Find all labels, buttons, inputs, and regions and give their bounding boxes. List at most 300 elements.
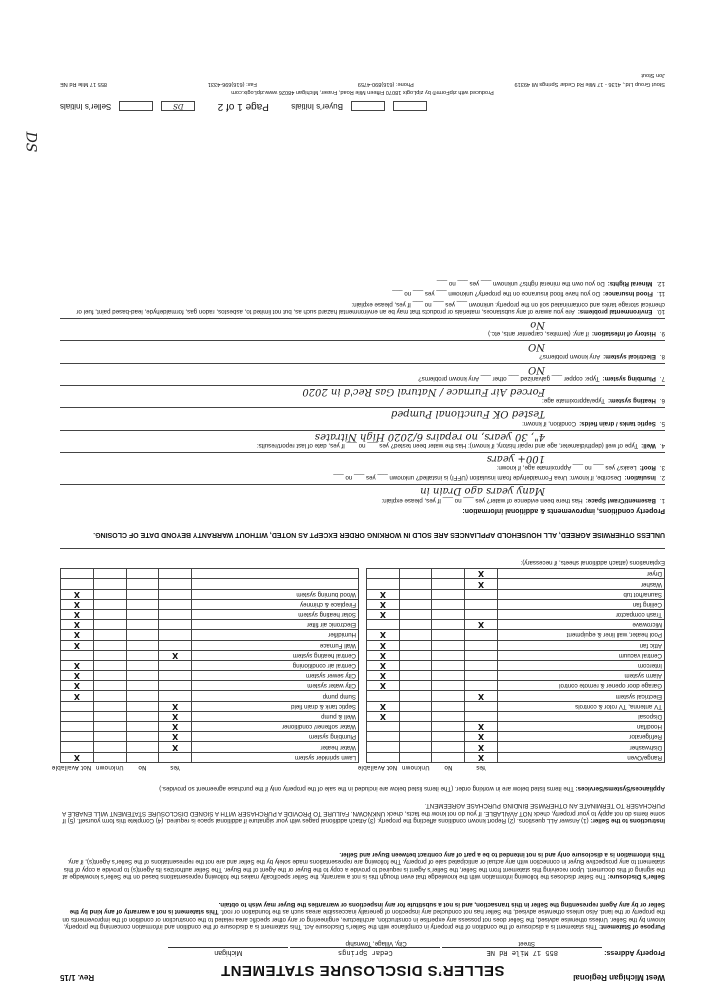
checkbox-no[interactable] — [126, 650, 159, 660]
checkbox-not-available[interactable] — [61, 722, 94, 732]
checkbox-no[interactable] — [432, 742, 465, 752]
table-row — [61, 732, 665, 742]
checkbox-no[interactable] — [126, 569, 159, 579]
condition-text: Do you own the mineral rights? unknown ___ yes ___ no ___ — [436, 280, 605, 288]
col-yes: Yes — [476, 763, 486, 771]
appliances-heading: Appliances/Systems/Services: — [575, 785, 665, 792]
instructions-text: (1) Answer ALL questions. (2) Report known conditions affecting the property. (3) Attach additional pages with your signature if additional space is required. (4) Complete this form yourself. (5) If some items do not apply to your property, check NOT AVAILABLE. If you do not know the facts, check UNKNOWN. FAILURE TO PROVIDE A PURCHASER WITH A SIGNED DISCLOSURE STATEMENT WILL ENABLE A PURCHASER TO TERMINATE AN OTHERWISE BINDING PURCHASE AGREEMENT. — [62, 802, 665, 824]
checkbox-no[interactable] — [432, 711, 465, 721]
checkbox-unknown[interactable] — [399, 681, 432, 691]
row-separator — [359, 752, 367, 762]
checkbox-unknown[interactable] — [93, 711, 126, 721]
checkbox-yes[interactable]: X — [159, 722, 192, 732]
checkbox-yes[interactable]: X — [465, 752, 498, 762]
checkbox-not-available[interactable]: X — [367, 701, 400, 711]
appliance-label: Ceiling fan — [497, 599, 664, 609]
appliance-label: Electrical system — [497, 691, 664, 701]
appliance-label: Central vacuum — [497, 650, 664, 660]
agent-name: Jon Stout — [641, 72, 665, 79]
checkbox-no[interactable] — [126, 711, 159, 721]
conditions-heading: Property conditions, improvements & additional information: — [462, 507, 665, 514]
checkbox-not-available[interactable]: X — [367, 589, 400, 599]
checkbox-no[interactable] — [432, 752, 465, 762]
appliance-label — [191, 569, 358, 579]
checkbox-unknown[interactable] — [93, 681, 126, 691]
checkbox-yes[interactable] — [465, 681, 498, 691]
table-row — [61, 701, 665, 711]
appliance-label: Central heating system — [191, 650, 358, 660]
address-label: Property Address: — [604, 949, 665, 956]
checkbox-not-available[interactable] — [61, 711, 94, 721]
checkbox-unknown[interactable] — [399, 599, 432, 609]
appliance-label: City water system — [191, 681, 358, 691]
checkbox-no[interactable] — [432, 640, 465, 650]
appliance-label: Range/Oven — [497, 752, 664, 762]
checkbox-not-available[interactable]: X — [61, 640, 94, 650]
table-row — [61, 630, 665, 640]
condition-item — [60, 385, 665, 404]
checkbox-no[interactable] — [126, 630, 159, 640]
checkbox-yes[interactable]: X — [159, 711, 192, 721]
checkbox-not-available[interactable] — [367, 732, 400, 742]
condition-title: Mineral Rights: — [607, 280, 653, 288]
checkbox-unknown[interactable] — [399, 569, 432, 579]
appliance-label: Humidifier — [191, 630, 358, 640]
checkbox-unknown[interactable] — [93, 671, 126, 681]
checkbox-unknown[interactable] — [93, 640, 126, 650]
checkbox-no[interactable] — [432, 630, 465, 640]
condition-text: Type/approximate age: — [542, 397, 606, 405]
checkbox-yes[interactable] — [465, 610, 498, 620]
checkbox-yes[interactable] — [159, 620, 192, 630]
condition-title: Heating system: — [608, 397, 656, 405]
checkbox-yes[interactable]: X — [465, 579, 498, 589]
condition-item — [60, 363, 665, 382]
checkbox-not-available[interactable]: X — [61, 752, 94, 762]
row-separator — [359, 742, 367, 752]
table-row — [61, 650, 665, 660]
condition-title: Electrical system: — [603, 352, 656, 360]
table-row — [61, 569, 665, 579]
handwritten-answer[interactable]: NO — [60, 340, 665, 352]
checkbox-unknown[interactable] — [93, 691, 126, 701]
checkbox-unknown[interactable] — [399, 640, 432, 650]
condition-title: Environmental problems: — [577, 308, 653, 316]
checkbox-no[interactable] — [432, 579, 465, 589]
col-yes-right: Yes — [170, 763, 180, 771]
col-no: No — [444, 763, 453, 771]
buyer-initials-box-1[interactable] — [393, 102, 427, 112]
seller-disclosure-bold: This information is a disclosure only and is not intended to be a part of any contract between Buyer and Seller. — [339, 851, 665, 859]
checkbox-not-available[interactable] — [61, 701, 94, 711]
checkbox-no[interactable] — [126, 640, 159, 650]
checkbox-yes[interactable] — [159, 640, 192, 650]
checkbox-unknown[interactable] — [93, 620, 126, 630]
checkbox-not-available[interactable]: X — [61, 660, 94, 670]
appliance-label: Intercom — [497, 660, 664, 670]
checkbox-no[interactable] — [126, 722, 159, 732]
condition-text: Describe, if known: Urea Formaldehyde foam insulation (UFFI) is installed? unknown ___ yes ___ no ___ — [333, 474, 622, 482]
checkbox-no[interactable] — [126, 732, 159, 742]
row-separator — [359, 640, 367, 650]
checkbox-no[interactable] — [432, 610, 465, 620]
appliance-label: Well & pump — [191, 711, 358, 721]
margin-signature: DS — [22, 131, 39, 153]
appliance-label: Dryer — [497, 569, 664, 579]
checkbox-no[interactable] — [126, 681, 159, 691]
appliance-label: Microwave — [497, 620, 664, 630]
condition-item — [60, 290, 665, 297]
table-row — [61, 599, 665, 609]
checkbox-not-available[interactable] — [61, 742, 94, 752]
appliance-label: Fireplace & chimney — [191, 599, 358, 609]
address-state[interactable]: Michigan — [168, 947, 288, 956]
checkbox-unknown[interactable] — [93, 732, 126, 742]
checkbox-yes[interactable] — [159, 569, 192, 579]
checkbox-not-available[interactable]: X — [367, 640, 400, 650]
checkbox-no[interactable] — [126, 579, 159, 589]
appliance-label: Dishwasher — [497, 742, 664, 752]
condition-text: Leaks? yes ___ no ___ Approximate age, if known: — [496, 464, 637, 472]
condition-text: Type: copper ___ galvanized ___ other ___ Any known problems? — [418, 374, 600, 382]
checkbox-not-available[interactable]: X — [367, 660, 400, 670]
checkbox-no[interactable] — [126, 671, 159, 681]
condition-item — [60, 407, 665, 426]
checkbox-no[interactable] — [432, 599, 465, 609]
checkbox-no[interactable] — [126, 701, 159, 711]
appliance-label: Refrigerator — [497, 732, 664, 742]
appliance-label: Solar heating system — [191, 610, 358, 620]
appliances-table — [51, 568, 665, 772]
condition-item — [60, 280, 665, 287]
checkbox-not-available[interactable] — [367, 752, 400, 762]
checkbox-no[interactable] — [126, 691, 159, 701]
condition-text: if any: (termites, carpenter ants, etc.) — [488, 330, 589, 338]
checkbox-unknown[interactable] — [399, 630, 432, 640]
checkbox-yes[interactable] — [159, 752, 192, 762]
checkbox-not-available[interactable]: X — [61, 610, 94, 620]
table-row — [61, 742, 665, 752]
checkbox-yes[interactable] — [465, 671, 498, 681]
checkbox-yes[interactable] — [159, 630, 192, 640]
checkbox-yes[interactable] — [465, 701, 498, 711]
checkbox-not-available[interactable] — [367, 691, 400, 701]
condition-number: 1. — [659, 496, 665, 504]
handwritten-answer[interactable]: NO — [60, 363, 665, 375]
table-row — [61, 681, 665, 691]
col-unknown-right: Unknown — [95, 763, 124, 771]
checkbox-no[interactable] — [432, 569, 465, 579]
broker-line — [60, 80, 665, 86]
condition-title: Basement/Crawl Space: — [585, 496, 656, 504]
checkbox-unknown[interactable] — [93, 722, 126, 732]
checkbox-yes[interactable]: X — [465, 732, 498, 742]
checkbox-unknown[interactable] — [93, 752, 126, 762]
checkbox-yes[interactable]: X — [465, 742, 498, 752]
table-row — [61, 752, 665, 762]
condition-number: 3. — [659, 464, 665, 472]
appliance-label: Sump pump — [191, 691, 358, 701]
condition-item — [60, 430, 665, 449]
handwritten-answer[interactable]: No — [60, 318, 665, 330]
checkbox-yes[interactable]: X — [159, 732, 192, 742]
table-row — [61, 640, 665, 650]
appliance-label: Plumbing system — [191, 732, 358, 742]
row-separator — [359, 701, 367, 711]
condition-title: History of infestation: — [591, 330, 656, 338]
checkbox-yes[interactable] — [159, 610, 192, 620]
checkbox-unknown[interactable] — [93, 650, 126, 660]
checkbox-unknown[interactable] — [93, 660, 126, 670]
checkbox-no[interactable] — [432, 660, 465, 670]
row-separator — [359, 732, 367, 742]
checkbox-not-available[interactable]: X — [367, 671, 400, 681]
explanations-label: Explanations (attach additional sheets, if necessary): — [520, 559, 665, 566]
table-row — [61, 579, 665, 589]
condition-title: Well: — [641, 441, 656, 449]
checkbox-no[interactable] — [126, 610, 159, 620]
city-caption: City, Village, Township — [345, 939, 407, 947]
buyer-initials-box-2[interactable] — [351, 102, 385, 112]
condition-number: 6. — [659, 397, 665, 405]
page-number: Page 1 of 2 — [217, 101, 269, 112]
condition-number: 11. — [656, 290, 665, 298]
checkbox-no[interactable] — [432, 671, 465, 681]
checkbox-unknown[interactable] — [93, 610, 126, 620]
address-street[interactable]: 855 17 Mile Rd NE — [442, 947, 602, 956]
appliances-section — [60, 785, 665, 792]
checkbox-no[interactable] — [126, 660, 159, 670]
appliance-label: Trash compactor — [497, 610, 664, 620]
condition-text: Type of well (depth/diameter, age and repair history, if known): Has the water been tested? yes ___ no ___ If yes, date of last report/results: — [256, 441, 639, 449]
condition-text: Are you aware of any substances, materials or products that may be an environmental hazard such as, but not limited to, asbestos, radon gas, formaldehyde, lead-based paint, fuel or chemical storage tanks and contaminated soil on the property. unknown ___ yes ___ no ___ If yes, please explain: — [76, 300, 665, 316]
checkbox-unknown[interactable] — [399, 732, 432, 742]
checkbox-unknown[interactable] — [399, 620, 432, 630]
condition-text: Any known problems? — [539, 352, 601, 360]
checkbox-not-available[interactable] — [61, 579, 94, 589]
checkbox-not-available[interactable] — [367, 722, 400, 732]
checkbox-no[interactable] — [126, 620, 159, 630]
seller-initials-box-1[interactable]: DS — [161, 102, 195, 112]
table-row — [61, 722, 665, 732]
checkbox-not-available[interactable]: X — [61, 681, 94, 691]
checkbox-not-available[interactable] — [61, 732, 94, 742]
handwritten-answer[interactable]: 4", 30 years, no repairs 6/2020 High Nitrates — [60, 430, 665, 442]
seller-disclosure-text: The Seller discloses the following information with the knowledge that even though this is not a warranty, the Seller specifically makes the following representations based on the Seller’s knowledge at the signing of this document. Upon receiving this statement from the Seller, the Seller’s Agent is required to provide a copy to the Buyer or the Agent of the Buyer. The Seller authorizes its Agent(s) to provide a copy of this statement to any prospective Buyer in connection with any actual or anticipated sale of property. The following are representations made solely by the Seller and are not the representations of the Seller’s Agent(s), if any. — [62, 858, 665, 880]
instructions-heading: Instructions to the Seller: — [590, 817, 665, 824]
checkbox-unknown[interactable] — [399, 650, 432, 660]
checkbox-not-available[interactable] — [61, 569, 94, 579]
checkbox-yes[interactable] — [159, 589, 192, 599]
row-separator — [359, 691, 367, 701]
checkbox-yes[interactable]: X — [465, 569, 498, 579]
checkbox-yes[interactable] — [465, 711, 498, 721]
checkbox-unknown[interactable] — [399, 660, 432, 670]
checkbox-unknown[interactable] — [399, 752, 432, 762]
handwritten-answer[interactable]: 100+ years — [60, 452, 665, 464]
table-row — [61, 610, 665, 620]
seller-disclosure-heading: Seller’s Disclosure: — [607, 873, 665, 880]
checkbox-no[interactable] — [126, 589, 159, 599]
purpose-text: This statement is a disclosure of the condition of the property in compliance with the Seller’s Disclosure Act. This statement is a disclosure of the condition and information concerning the property, known by the Seller. Unless otherwise advised, the Seller does not possess any expertise in construction, architecture, engineering or any other specific area related to the construction or condition of the improvements on the property or the land. Also unless otherwise advised, the Seller has not conducted any inspection of generally inaccessible areas such as the foundation or roof. — [62, 908, 665, 930]
checkbox-unknown[interactable] — [93, 742, 126, 752]
checkbox-unknown[interactable] — [399, 701, 432, 711]
checkbox-not-available[interactable] — [61, 650, 94, 660]
checkbox-not-available[interactable] — [367, 579, 400, 589]
checkbox-yes[interactable] — [159, 579, 192, 589]
instructions-section — [60, 802, 665, 824]
checkbox-no[interactable] — [432, 732, 465, 742]
handwritten-answer[interactable]: Many years ago Drain in — [60, 484, 665, 496]
condition-number: 9. — [659, 330, 665, 338]
checkbox-no[interactable] — [432, 722, 465, 732]
handwritten-answer[interactable]: Tested OK Functional Pumped — [60, 407, 665, 419]
table-row — [61, 691, 665, 701]
checkbox-yes[interactable] — [465, 660, 498, 670]
appliance-label: Disposal — [497, 711, 664, 721]
condition-title: Flood Insurance: — [602, 290, 653, 298]
condition-number: 5. — [659, 419, 665, 427]
checkbox-not-available[interactable]: X — [61, 671, 94, 681]
produced-line: Produced with zipForm® by zipLogix 18070 Fifteen Mile Road, Fraser, Michigan 48026 www.zipLogix.com — [231, 89, 494, 95]
checkbox-unknown[interactable] — [399, 711, 432, 721]
checkbox-not-available[interactable]: X — [61, 691, 94, 701]
checkbox-unknown[interactable] — [399, 691, 432, 701]
checkbox-yes[interactable] — [159, 681, 192, 691]
seller-initials-box-2[interactable] — [119, 102, 153, 112]
seller-initials-label: Seller’s Initials — [60, 102, 112, 111]
checkbox-not-available[interactable]: X — [61, 630, 94, 640]
checkbox-unknown[interactable] — [399, 722, 432, 732]
checkbox-unknown[interactable] — [93, 589, 126, 599]
appliance-label: Electronic air filter — [191, 620, 358, 630]
checkbox-no[interactable] — [432, 589, 465, 599]
checkbox-no[interactable] — [126, 752, 159, 762]
checkbox-not-available[interactable] — [367, 620, 400, 630]
checkbox-yes[interactable] — [465, 589, 498, 599]
checkbox-yes[interactable]: X — [159, 742, 192, 752]
checkbox-not-available[interactable]: X — [367, 681, 400, 691]
explanations-section — [60, 548, 665, 566]
appliance-label: Wood burning system — [191, 589, 358, 599]
address-city[interactable]: Cedar Springs — [290, 947, 440, 956]
appliance-label: Sauna/hot tub — [497, 589, 664, 599]
checkbox-yes[interactable] — [159, 599, 192, 609]
checkbox-unknown[interactable] — [93, 630, 126, 640]
checkbox-yes[interactable] — [465, 650, 498, 660]
checkbox-unknown[interactable] — [93, 579, 126, 589]
page-title: SELLER’S DISCLOSURE STATEMENT — [220, 962, 505, 979]
checkbox-yes[interactable]: X — [159, 701, 192, 711]
condition-number: 8. — [659, 352, 665, 360]
checkbox-yes[interactable]: X — [465, 620, 498, 630]
checkbox-yes[interactable] — [159, 671, 192, 681]
footer-address: 855 17 Mile Rd NE — [60, 80, 107, 87]
table-row — [61, 660, 665, 670]
appliance-label: TV antenna, TV rotor & controls — [497, 701, 664, 711]
checkbox-not-available[interactable]: X — [367, 630, 400, 640]
checkbox-unknown[interactable] — [399, 742, 432, 752]
checkbox-not-available[interactable]: X — [367, 599, 400, 609]
checkbox-no[interactable] — [432, 650, 465, 660]
appliances-text: The items listed below are in working order. (The items listed below are included in the sale of the property only if the purchase agreement so provides.) — [159, 785, 574, 792]
seller-disclosure-section — [60, 851, 665, 880]
appliance-label: Washer — [497, 579, 664, 589]
checkbox-unknown[interactable] — [93, 701, 126, 711]
handwritten-answer[interactable]: Forced Air Furnace / Natural Gas Rec'd in 2020 — [60, 385, 665, 397]
checkbox-not-available[interactable]: X — [367, 711, 400, 721]
checkbox-not-available[interactable]: X — [61, 620, 94, 630]
checkbox-unknown[interactable] — [399, 610, 432, 620]
appliance-label: Attic fan — [497, 640, 664, 650]
condition-text: Do you have flood insurance on the property? unknown ___ yes ___ no ___ — [392, 290, 600, 298]
checkbox-yes[interactable]: X — [159, 650, 192, 660]
condition-text: Condition, if known: — [522, 419, 577, 427]
checkbox-yes[interactable] — [465, 599, 498, 609]
appliance-label: Wall Furnace — [191, 640, 358, 650]
unless-statement: UNLESS OTHERWISE AGREED, ALL HOUSEHOLD APPLIANCES ARE SOLD IN WORKING ORDER EXCEPT AS NOTED, WITHOUT WARRANTY BEYOND DATE OF CLOSING. — [93, 531, 665, 538]
property-conditions — [60, 280, 665, 514]
col-unknown: Unknown — [401, 763, 430, 771]
revision: Rev. 1/15 — [60, 973, 95, 982]
row-separator — [359, 630, 367, 640]
appliance-label: Water heater — [191, 742, 358, 752]
checkbox-no[interactable] — [432, 681, 465, 691]
checkbox-no[interactable] — [432, 620, 465, 630]
appliance-label: Hood/fan — [497, 722, 664, 732]
checkbox-yes[interactable] — [465, 630, 498, 640]
purpose-heading: Purpose of Statement: — [598, 923, 665, 930]
row-separator — [359, 650, 367, 660]
checkbox-unknown[interactable] — [399, 589, 432, 599]
table-row — [61, 671, 665, 681]
appliance-label: Alarm system — [497, 671, 664, 681]
checkbox-no[interactable] — [432, 691, 465, 701]
checkbox-unknown[interactable] — [399, 579, 432, 589]
checkbox-yes[interactable] — [159, 691, 192, 701]
checkbox-not-available[interactable] — [367, 569, 400, 579]
checkbox-not-available[interactable]: X — [367, 610, 400, 620]
condition-number: 4. — [659, 441, 665, 449]
explanations-line[interactable] — [60, 548, 665, 559]
appliance-label — [191, 579, 358, 589]
condition-number: 7. — [659, 374, 665, 382]
condition-title: Plumbing system: — [602, 374, 656, 382]
checkbox-unknown[interactable] — [399, 671, 432, 681]
checkbox-yes[interactable]: X — [465, 722, 498, 732]
table-row — [61, 711, 665, 721]
checkbox-not-available[interactable]: X — [61, 599, 94, 609]
checkbox-not-available[interactable]: X — [367, 650, 400, 660]
checkbox-yes[interactable] — [159, 660, 192, 670]
row-separator — [359, 681, 367, 691]
checkbox-yes[interactable] — [465, 640, 498, 650]
checkbox-no[interactable] — [126, 742, 159, 752]
checkbox-no[interactable] — [432, 701, 465, 711]
checkbox-yes[interactable]: X — [465, 691, 498, 701]
purpose-bold: This statement is not a warranty of any kind by the Seller or by any Agent representing the Seller in this transaction, and is not a substitute for any inspections or warranties the Buyer may wish to obtain. — [69, 901, 665, 916]
checkbox-unknown[interactable] — [93, 569, 126, 579]
checkbox-unknown[interactable] — [93, 599, 126, 609]
condition-item — [60, 484, 665, 503]
checkbox-not-available[interactable]: X — [61, 589, 94, 599]
condition-number: 12. — [656, 280, 665, 288]
row-separator — [359, 599, 367, 609]
appliance-label: Septic tank & drain field — [191, 701, 358, 711]
checkbox-not-available[interactable] — [367, 742, 400, 752]
checkbox-no[interactable] — [126, 599, 159, 609]
appliance-label: Water softener/ conditioner — [191, 722, 358, 732]
